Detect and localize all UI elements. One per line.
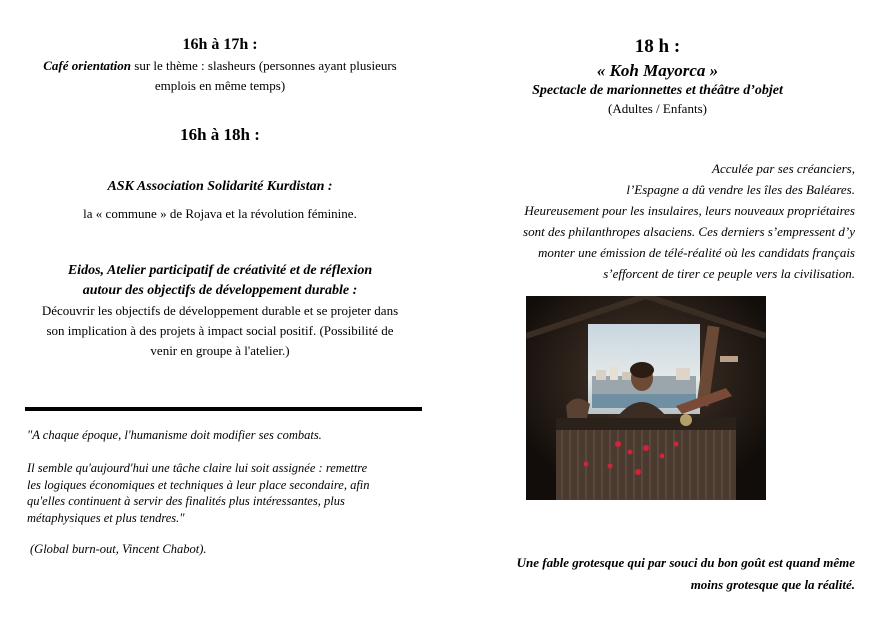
desc-line-3: Heureusement pour les insulaires, leurs nouveaux propriétaires — [524, 203, 855, 218]
eidos-title-2: autour des objectifs de développement durable : — [82, 283, 358, 298]
quote-source: (Global burn-out, Vincent Chabot). — [30, 542, 207, 556]
quote-p2-4: métaphysiques et plus tendres." — [27, 510, 185, 525]
slot1-text-2: emplois en même temps) — [154, 78, 286, 93]
fable-text — [455, 552, 855, 596]
eidos-title-1: Eidos, Atelier participatif de créativité et de réflexion — [67, 263, 373, 278]
slot1-text-1: sur le thème : slasheurs (personnes ayant plusieurs — [131, 58, 397, 73]
quote-line-1: "A chaque époque, l'humanisme doit modifier ses combats. — [27, 428, 322, 442]
ask-text: la « commune » de Rojava et la révolution féminine. — [83, 206, 357, 221]
show-audience: (Adultes / Enfants) — [608, 101, 707, 116]
fable-line-2: moins grotesque que la réalité. — [690, 577, 855, 592]
desc-line-2: l’Espagne a dû vendre les îles des Baléares. — [626, 182, 855, 197]
ask-title: ASK Association Solidarité Kurdistan : — [107, 179, 333, 194]
puppet-show-photo-illustration — [526, 296, 766, 500]
slot1-time: 16h à 17h : — [182, 36, 258, 53]
eidos-title — [0, 261, 440, 301]
desc-line-5: monter une émission de télé-réalité où les candidats français — [537, 245, 855, 260]
show-time: 18 h : — [634, 36, 681, 57]
quote-p2-3: qu'elles continuent à servir des finalités plus intéressantes, plus — [27, 494, 345, 508]
slot1-description — [0, 56, 440, 96]
eidos-text — [0, 301, 440, 361]
eidos-text-3: venir en groupe à l'atelier.) — [150, 343, 290, 358]
show-description — [455, 158, 855, 284]
eidos-text-1: Découvrir les objectifs de développement durable et se projeter dans — [41, 303, 399, 318]
eidos-text-2: son implication à des projets à impact social positif. (Possibilité de — [46, 323, 394, 338]
slot2-time: 16h à 18h : — [180, 125, 260, 144]
slot1-title: Café orientation — [43, 58, 132, 73]
quote-p2-1: Il semble qu'aujourd'hui une tâche claire lui soit assignée : remettre — [27, 461, 368, 475]
quote-paragraph — [27, 460, 422, 526]
show-subtitle: Spectacle de marionnettes et théâtre d’objet — [532, 83, 783, 98]
desc-line-6: s’efforcent de tirer ce peuple vers la civilisation. — [603, 266, 855, 281]
show-title: « Koh Mayorca » — [596, 61, 719, 80]
quote-p2-2: les logiques économiques et techniques à leur place secondaire, afin — [27, 477, 370, 492]
show-photo — [526, 296, 766, 500]
fable-line-1: Une fable grotesque qui par souci du bon goût est quand même — [516, 555, 855, 570]
desc-line-4: sont des philanthropes alsaciens. Ces derniers s’empressent d’y — [523, 224, 855, 239]
desc-line-1: Acculée par ses créanciers, — [712, 161, 855, 176]
section-divider — [25, 407, 422, 411]
